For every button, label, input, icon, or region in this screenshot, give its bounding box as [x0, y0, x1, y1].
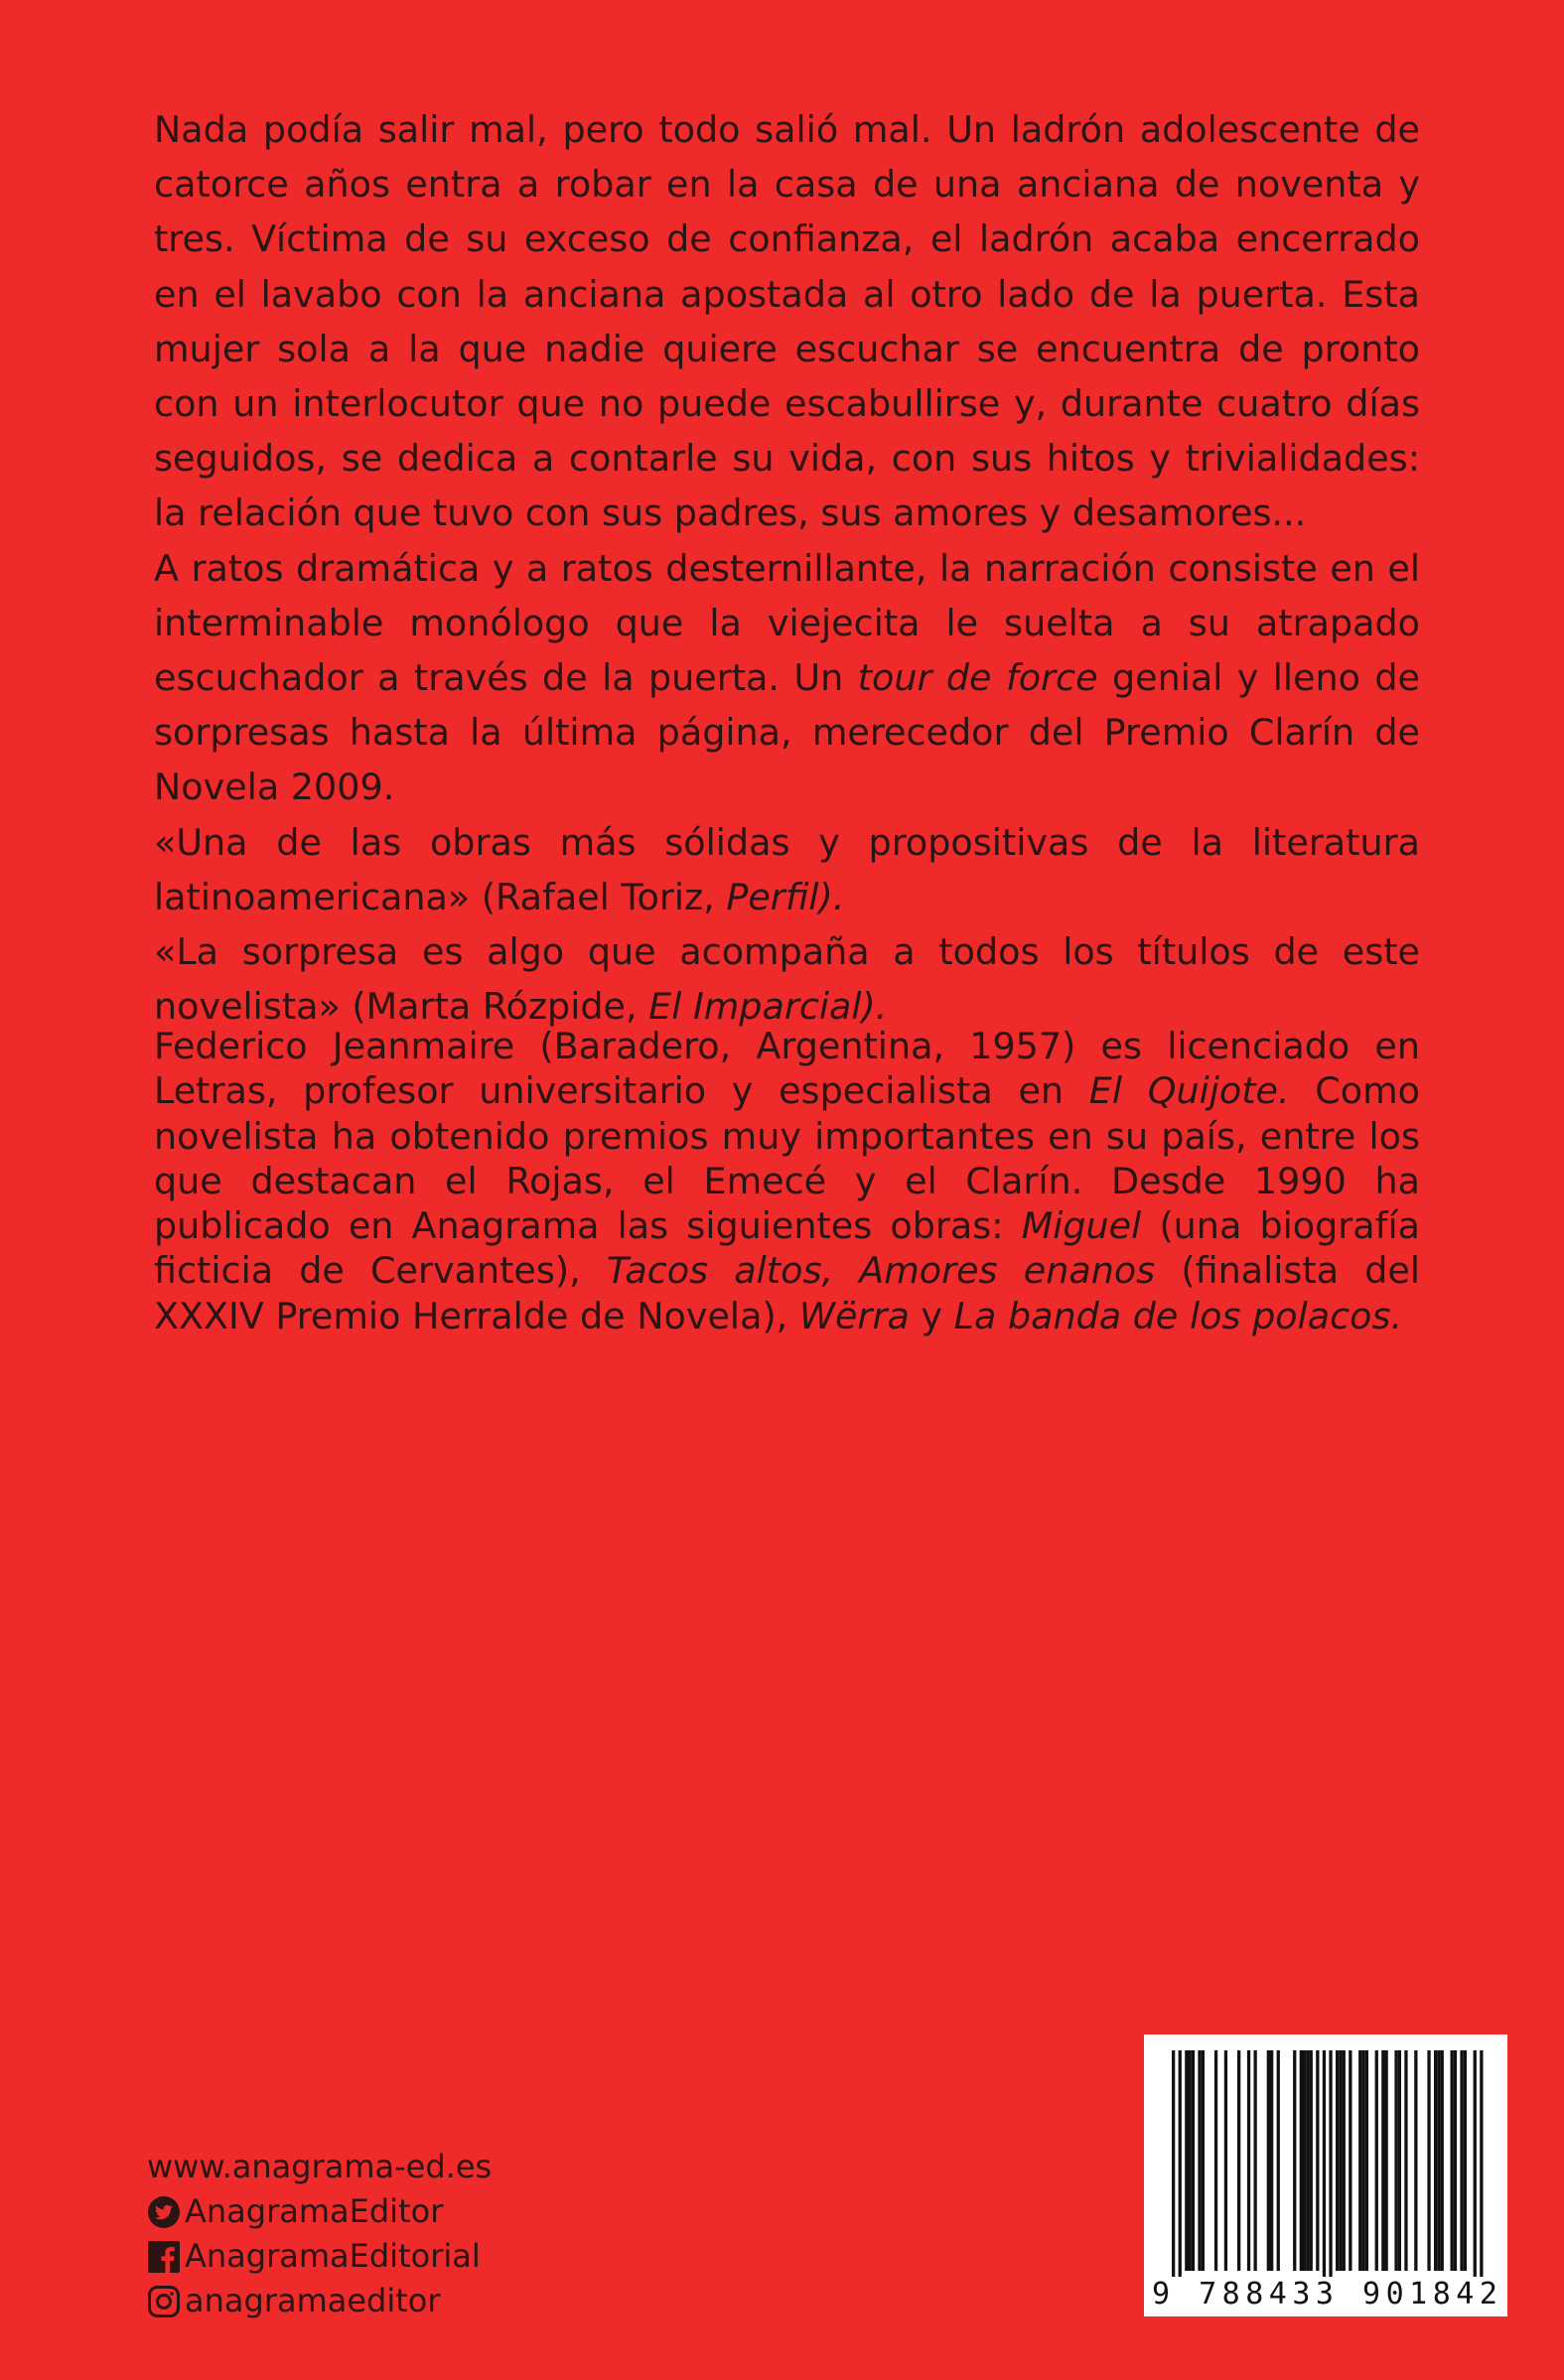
isbn-barcode [1144, 2034, 1507, 2316]
instagram-icon [147, 2285, 181, 2318]
quote-source-imparcial: El Imparcial). [648, 985, 888, 1029]
barcode-bar [1414, 2050, 1417, 2271]
barcode-bar [1306, 2050, 1309, 2271]
barcode-bar [1339, 2050, 1342, 2271]
barcode-bar [1349, 2050, 1351, 2271]
barcode-bar [1451, 2050, 1454, 2271]
book-title-werra: Wërra [798, 1294, 910, 1337]
barcode-bar [1427, 2050, 1430, 2271]
facebook-row[interactable] [147, 2234, 492, 2279]
book-title-miguel: Miguel [1021, 1204, 1142, 1248]
barcode-bar [1375, 2050, 1378, 2271]
book-title-el-quijote: El Quijote. [1088, 1069, 1290, 1113]
barcode-bar [1303, 2050, 1306, 2271]
twitter-icon [147, 2195, 181, 2229]
barcode-bar [1474, 2050, 1477, 2277]
barcode-bar [1365, 2050, 1368, 2271]
barcode-bar [1398, 2050, 1401, 2271]
quote-source-perfil: Perfil). [726, 875, 845, 918]
barcode-bar [1323, 2050, 1326, 2277]
barcode-bar [1381, 2050, 1384, 2271]
barcode-bar [1202, 2050, 1205, 2271]
barcode-bar [1329, 2050, 1332, 2277]
book-title-tacos-altos: Tacos altos, Amores enanos [606, 1249, 1156, 1293]
barcode-bar [1454, 2050, 1457, 2271]
italic-tour-de-force: tour de force [857, 656, 1098, 700]
barcode-bar [1480, 2050, 1483, 2277]
author-bio-text: Federico Jeanmaire (Baradero, Argentina, 1957) es licenciado en Letras, profesor universitario y especialista en El Quijote. Como novelista ha obtenido premios muy importantes en su país, entre los que destacan el Rojas, el Emecé y el Clarín. Desde 1990 ha publicado en Anagrama las siguientes obras: Miguel (una biografía ficticia de Cervantes), Tacos altos, Amores enanos (finalista del XXXIV Premio Herralde de Novela), Wërra y La banda de los polacos. [154, 1025, 1421, 1337]
barcode-bar [1172, 2050, 1175, 2277]
barcode-bar [1437, 2050, 1440, 2271]
barcode-bar [1441, 2050, 1444, 2271]
barcode-bar [1198, 2050, 1201, 2271]
barcode-bar [1310, 2050, 1313, 2271]
barcode-bar [1361, 2050, 1364, 2271]
facebook-handle[interactable]: AnagramaEditorial [185, 2237, 481, 2275]
barcode-bar [1277, 2050, 1280, 2271]
instagram-handle[interactable]: anagramaeditor [185, 2282, 441, 2319]
barcode-bar [1237, 2050, 1240, 2271]
barcode-bar [1434, 2050, 1437, 2271]
synopsis-paragraph-2: A ratos dramática y a ratos desternillante, la narración consiste en el interminable monólogo que la viejecita le suelta a su atrapado escuchador a través de la puerta. Un tour de force genial y lleno de sorpresas hasta la última página, merecedor del Premio Clarín de Novela 2009. [154, 546, 1421, 809]
barcode-bar [1460, 2050, 1463, 2271]
barcode-bar [1270, 2050, 1273, 2271]
twitter-row[interactable] [147, 2189, 492, 2234]
barcode-bar [1385, 2050, 1388, 2271]
barcode-bar [1267, 2050, 1270, 2271]
barcode-bars [1144, 2034, 1507, 2277]
barcode-bar [1300, 2050, 1303, 2271]
barcode-bar [1343, 2050, 1346, 2271]
barcode-bar [1316, 2050, 1319, 2271]
barcode-bar [1189, 2050, 1192, 2271]
barcode-bar [1224, 2050, 1227, 2271]
publisher-contact [147, 2145, 492, 2323]
isbn-number: 9 788433 901842 [1152, 2277, 1503, 2311]
barcode-bar [1358, 2050, 1361, 2271]
barcode-bar [1293, 2050, 1296, 2271]
barcode-bar [1336, 2050, 1339, 2271]
book-title-la-banda: La banda de los polacos. [953, 1294, 1403, 1337]
author-bio [154, 1024, 1420, 1338]
twitter-handle[interactable]: AnagramaEditor [185, 2192, 444, 2230]
website-row[interactable] [147, 2145, 492, 2189]
barcode-bar [1247, 2050, 1250, 2271]
website-link[interactable]: www.anagrama-ed.es [147, 2148, 493, 2185]
barcode-bar [1464, 2050, 1467, 2271]
instagram-row[interactable] [147, 2279, 492, 2323]
barcode-bar [1404, 2050, 1407, 2271]
back-cover-synopsis [154, 102, 1420, 1034]
barcode-bar [1179, 2050, 1182, 2277]
synopsis-paragraph-1: Nada podía salir mal, pero todo salió mal. Un ladrón adolescente de catorce años entra a robar en la casa de una anciana de noventa y tres. Víctima de su exceso de confianza, el ladrón acaba encerrado en el lavabo con la anciana apostada al otro lado de la puerta. Esta mujer sola a la que nadie quiere escuchar se encuentra de pronto con un interlocutor que no puede escabullirse y, durante cuatro días seguidos, se dedica a contarle su vida, con sus hitos y trivialidades: la relación que tuvo con sus padres, sus amores y desamores... [154, 108, 1420, 535]
barcode-bar [1192, 2050, 1195, 2271]
barcode-bar [1394, 2050, 1397, 2271]
barcode-bar [1185, 2050, 1188, 2271]
press-quote-2: «La sorpresa es algo que acompaña a todos los títulos de este novelista» (Marta Rózpide, El Imparcial). [154, 930, 1420, 1029]
press-quote-1: «Una de las obras más sólidas y propositivas de la literatura latinoamericana» (Rafael Toriz, Perfil). [154, 820, 1420, 918]
barcode-bar [1254, 2050, 1257, 2271]
barcode-bar [1214, 2050, 1217, 2271]
facebook-icon [147, 2240, 181, 2274]
